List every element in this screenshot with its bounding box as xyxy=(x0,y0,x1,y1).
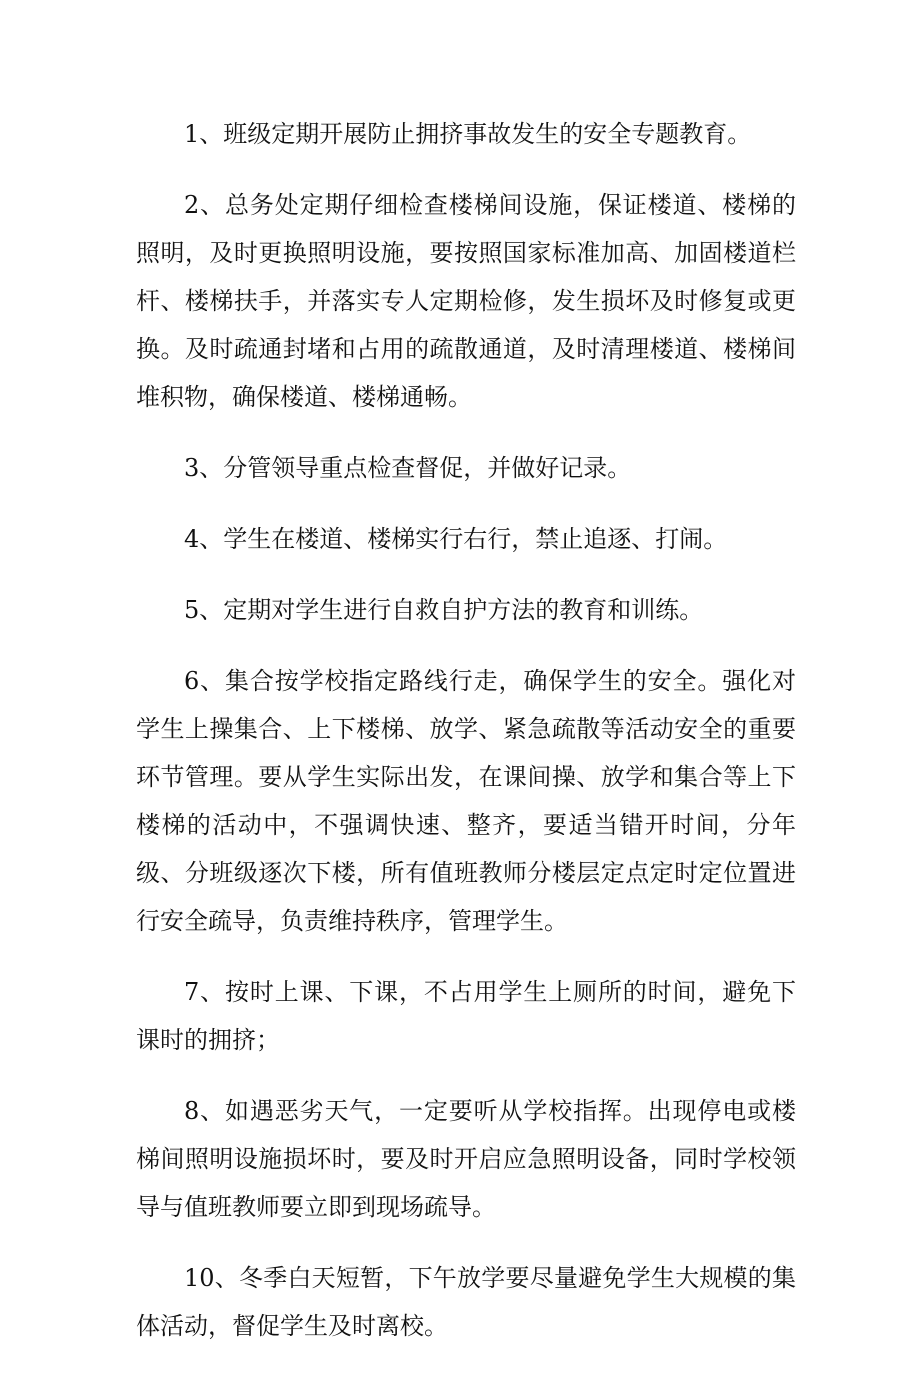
paragraph-1: 1、班级定期开展防止拥挤事故发生的安全专题教育。 xyxy=(184,120,752,148)
paragraph-4: 4、学生在楼道、楼梯实行右行，禁止追逐、打闹。 xyxy=(184,525,728,553)
paragraph-8: 8、如遇恶劣天气，一定要听从学校指挥。出现停电或楼梯间照明设施损坏时，要及时开启应急照明设备，同时学校领导与值班教师要立即到现场疏导。 xyxy=(136,1097,796,1221)
paragraph-5: 5、定期对学生进行自救自护方法的教育和训练。 xyxy=(184,596,704,624)
paragraph-6: 6、集合按学校指定路线行走，确保学生的安全。强化对学生上操集合、上下楼梯、放学、紧急疏散等活动安全的重要环节管理。要从学生实际出发，在课间操、放学和集合等上下楼梯的活动中，不强调快速、整齐，要适当错开时间，分年级、分班级逐次下楼，所有值班教师分楼层定点定时定位置进行安全疏导，负责维持秩序，管理学生。 xyxy=(136,667,796,935)
paragraph-7: 7、按时上课、下课，不占用学生上厕所的时间，避免下课时的拥挤； xyxy=(136,978,796,1054)
paragraph-3: 3、分管领导重点检查督促，并做好记录。 xyxy=(184,454,632,482)
paragraph-10: 10、冬季白天短暂，下午放学要尽量避免学生大规模的集体活动，督促学生及时离校。 xyxy=(136,1264,796,1340)
document-body xyxy=(136,110,796,1373)
paragraph-2: 2、总务处定期仔细检查楼梯间设施，保证楼道、楼梯的照明，及时更换照明设施，要按照国家标准加高、加固楼道栏杆、楼梯扶手，并落实专人定期检修，发生损坏及时修复或更换。及时疏通封堵和占用的疏散通道，及时清理楼道、楼梯间堆积物，确保楼道、楼梯通畅。 xyxy=(136,191,796,411)
